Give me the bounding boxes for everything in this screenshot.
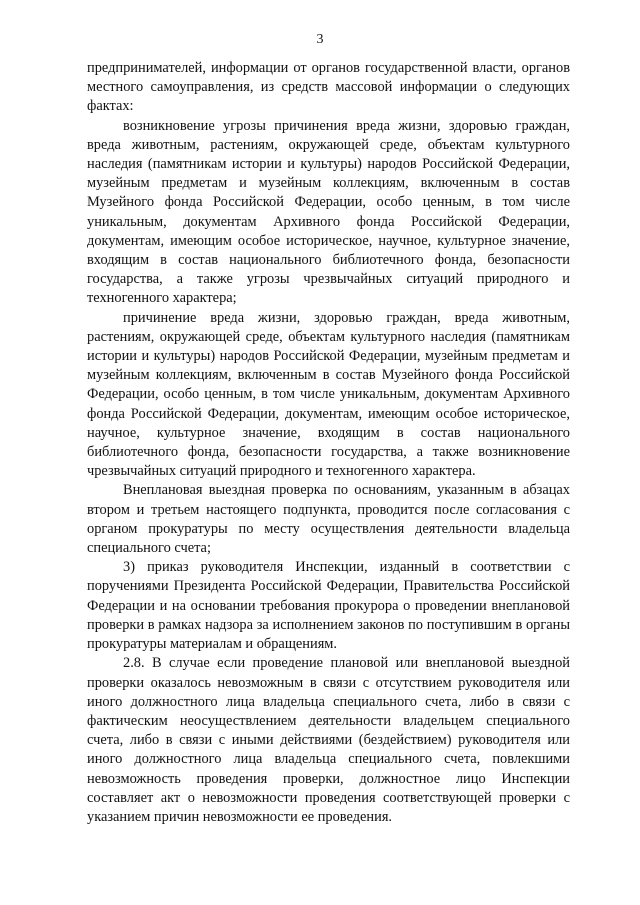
paragraph-unscheduled-inspection: Внеплановая выездная проверка по основаниям, указанным в абзацах втором и третьем настоящего подпункта, проводится после согласования с органом прокуратуры по месту осуществления деятельности владельца специального счета; bbox=[87, 482, 570, 557]
paragraph-continuation: предпринимателей, информации от органов государственной власти, органов местного самоуправления, из средств массовой информации о следующих фактах: bbox=[87, 60, 570, 115]
paragraph-threat-of-harm: возникновение угрозы причинения вреда жизни, здоровью граждан, вреда животным, растениям, окружающей среде, объектам культурного наследия (памятникам истории и культуры) народов Российской Федерации, музейным предметам и музейным коллекциям, включенным в состав Музейного фонда Российской Федерации, особо ценным, в том числе уникальным, документам Архивного фонда Российской Федерации, документам, имеющим особое историческое, научное, культурное значение, входящим в состав национального библиотечного фонда, безопасности государства, а также угрозы чрезвычайных ситуаций природного и техногенного характера; bbox=[87, 117, 570, 307]
paragraph-harm-caused: причинение вреда жизни, здоровью граждан, вреда животным, растениям, окружающей среде, объектам культурного наследия (памятникам истории и культуры) народов Российской Федерации, музейным предметам и музейным коллекциям, включенным в состав Музейного фонда Российской Федерации, особо ценным, в том числе уникальным, документам Архивного фонда Российской Федерации, документам, имеющим особое историческое, научное, культурное значение, входящим в состав национального библиотечного фонда, безопасности государства, а также возникновение чрезвычайных ситуаций природного и техногенного характера. bbox=[87, 309, 570, 480]
body-text bbox=[87, 59, 570, 827]
page-number: 3 bbox=[316, 32, 324, 47]
paragraph-order-item-3: 3) приказ руководителя Инспекции, изданный в соответствии с поручениями Президента Российской Федерации, Правительства Российской Федерации и на основании требования прокурора о проведении внеплановой проверки в рамках надзора за исполнением законов по поступившим в органы прокуратуры материалам и обращениям. bbox=[87, 559, 570, 653]
paragraph-section-2-8: 2.8. В случае если проведение плановой или внеплановой выездной проверки оказалось невозможным в связи с отсутствием руководителя или иного должностного лица владельца специального счета, либо в связи с фактическим неосуществлением деятельности владельцем специального счета, либо в связи с иными действиями (бездействием) руководителя или иного должностного лица владельца специального счета, повлекшими невозможность проведения проверки, должностное лицо Инспекции составляет акт о невозможности проведения соответствующей проверки с указанием причин невозможности ее проведения. bbox=[87, 655, 570, 825]
